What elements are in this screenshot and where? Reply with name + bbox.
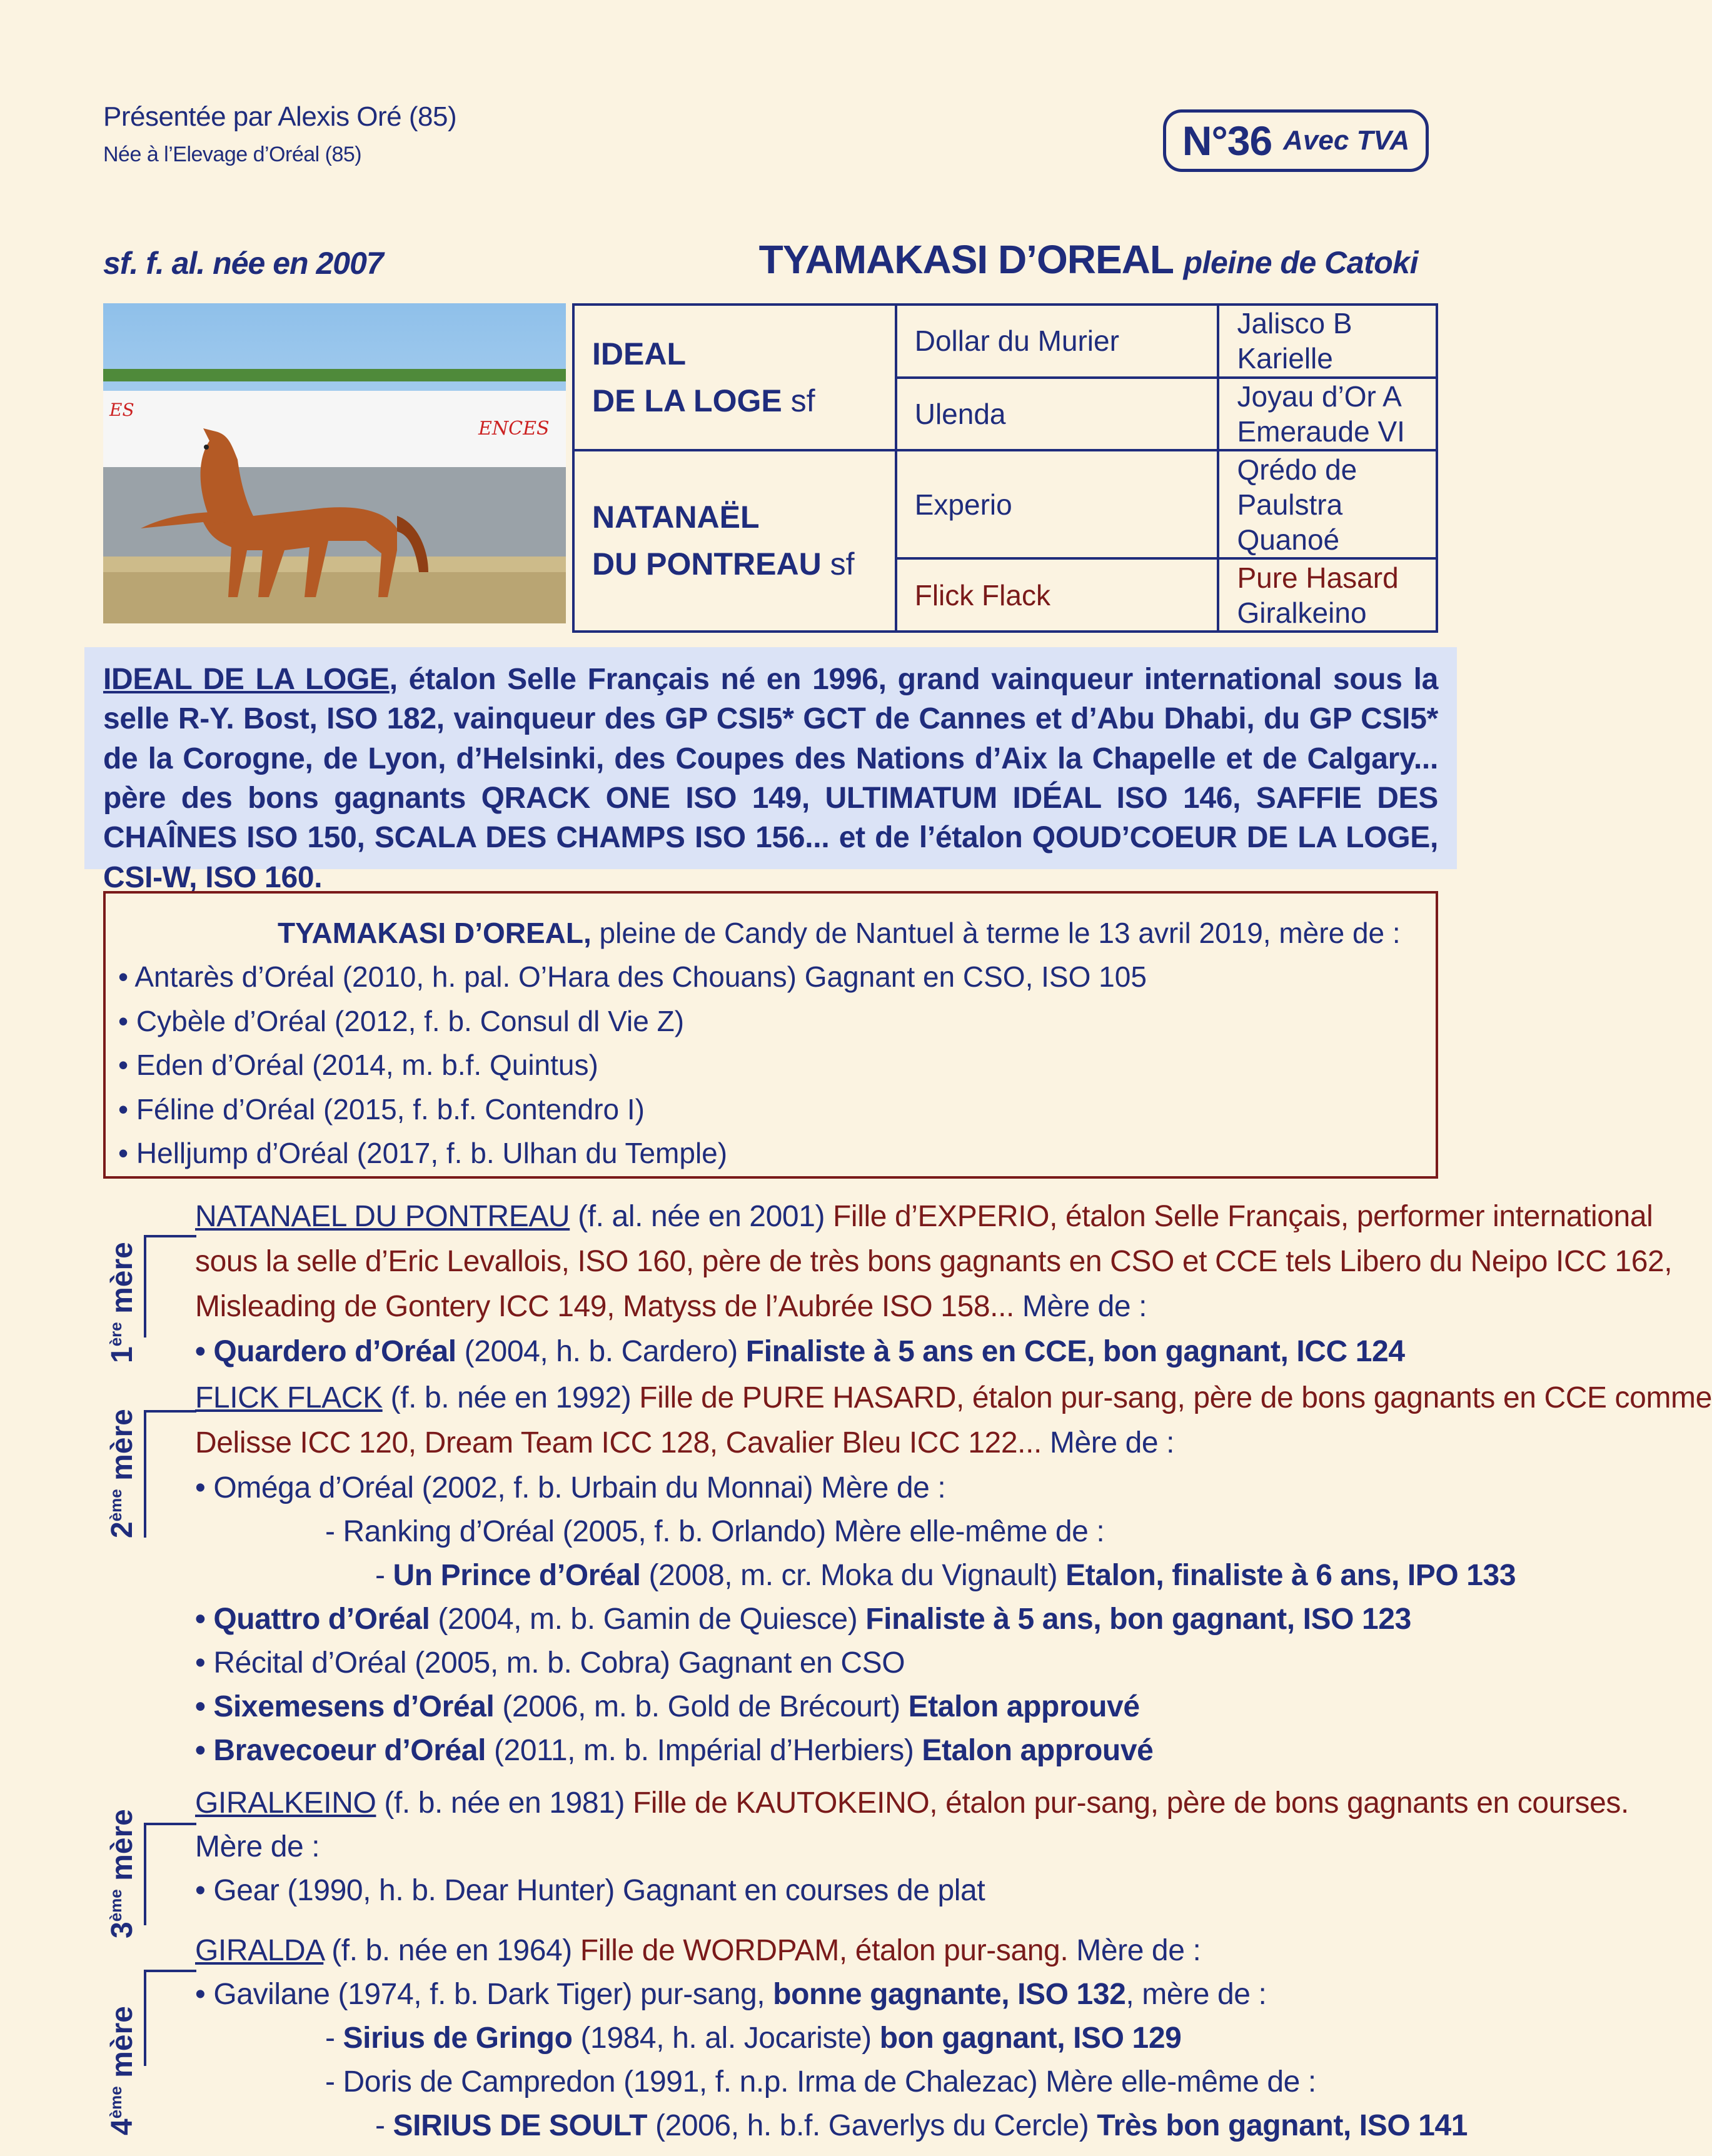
m2-produce-name: Quattro d’Oréal	[213, 1603, 430, 1636]
produce-item: • Eden d’Oréal (2014, m. b.f. Quintus)	[118, 1049, 598, 1082]
gen-label-1-word: mère	[106, 1242, 139, 1322]
m2-line-3: • Oméga d’Oréal (2002, f. b. Urbain du Monnai) Mère de :	[195, 1471, 946, 1504]
m2-produce-result: Etalon approuvé	[922, 1734, 1154, 1767]
m4-mother-of: Mère de :	[1068, 1934, 1201, 1967]
bullet: •	[195, 1734, 214, 1767]
dam-box-heading	[118, 911, 1423, 955]
m1-sire-text: Fille d’EXPERIO, étalon Selle Français, performer international	[833, 1200, 1653, 1233]
m4-line-2a: • Gavilane (1974, f. b. Dark Tiger) pur-sang,	[195, 1978, 773, 2011]
m2-line-8	[195, 1685, 1140, 1730]
m4-produce-result: Très bon gagnant, ISO 141	[1097, 2109, 1468, 2142]
m1-line-3a: Misleading de Gontery ICC 149, Matyss de l’Aubrée ISO 158...	[195, 1290, 1014, 1323]
sire-description	[84, 647, 1457, 894]
m1-line-3	[195, 1284, 1147, 1329]
m1-line-2: sous la selle d’Eric Levallois, ISO 160, père de très bons gagnants en CSO et CCE tels Libero du Neipo ICC 162,	[195, 1245, 1673, 1278]
pedigree-g3-1	[1218, 305, 1437, 378]
m4-line-2b: bonne gagnante, ISO 132	[773, 1978, 1126, 2011]
gen-label-3-sup: ème	[106, 1889, 125, 1922]
m2-line-1	[195, 1376, 1712, 1421]
m4-produce-info: (1984, h. al. Jocariste)	[572, 2022, 880, 2055]
m4-info: (f. b. née en 1964)	[323, 1934, 580, 1967]
m4-line-5	[375, 2103, 1468, 2148]
pedigree-g3-2	[1218, 378, 1437, 451]
gen-bracket-1	[144, 1235, 196, 1337]
m3-sire-text: Fille de KAUTOKEINO, étalon pur-sang, père de bons gagnants en courses.	[632, 1786, 1629, 1820]
m2-line-7: • Récital d’Oréal (2005, m. b. Cobra) Gagnant en CSO	[195, 1646, 905, 1680]
pedigree-table	[572, 303, 1438, 633]
bullet: •	[195, 1335, 214, 1368]
pedigree-g3-4b: Giralkeino	[1237, 596, 1367, 629]
pedigree-dam-line2: DU PONTREAU	[592, 547, 822, 582]
m4-sire-text: Fille de WORDPAM, étalon pur-sang.	[580, 1934, 1069, 1967]
pedigree-g3-4	[1218, 558, 1437, 632]
m2-produce-name: Bravecoeur d’Oréal	[213, 1734, 486, 1767]
presenter-text: Présentée par Alexis Oré (85)	[103, 101, 457, 132]
m2-line-6	[195, 1597, 1411, 1642]
m4-produce-info: (2006, h. b.f. Gaverlys du Cercle)	[647, 2109, 1097, 2142]
pedigree-sire	[573, 305, 896, 450]
dam-box-name: TYAMAKASI D’OREAL,	[278, 917, 592, 949]
pedigree-sire-line1: IDEAL	[592, 336, 686, 371]
m2-produce-info: (2008, m. cr. Moka du Vignault)	[640, 1559, 1066, 1592]
svg-text:ES: ES	[109, 400, 134, 420]
pedigree-g3-3a: Qrédo de Paulstra	[1237, 453, 1357, 521]
m2-line-2a: Delisse ICC 120, Dream Team ICC 128, Cavalier Bleu ICC 122...	[195, 1426, 1042, 1459]
gen-label-2-num: 2	[106, 1521, 139, 1538]
m1-produce-result: Finaliste à 5 ans en CCE, bon gagnant, ICC 124	[745, 1335, 1405, 1368]
m2-info: (f. b. née en 1992)	[382, 1381, 640, 1414]
gen-bracket-4	[144, 1970, 196, 2066]
pedigree-g3-2b: Emeraude VI	[1237, 415, 1405, 448]
lot-tva: Avec TVA	[1283, 125, 1410, 156]
pedigree-g3-3b: Quanoé	[1237, 523, 1340, 556]
horse-note: pleine de Catoki	[1183, 245, 1418, 280]
m2-produce-info: (2006, m. b. Gold de Brécourt)	[494, 1690, 909, 1723]
gen-label-2	[105, 1409, 139, 1538]
m4-line-4: - Doris de Campredon (1991, f. n.p. Irma de Chalezac) Mère elle-même de :	[325, 2065, 1316, 2098]
m1-name: NATANAEL DU PONTREAU	[195, 1200, 570, 1233]
m4-line-1	[195, 1928, 1201, 1973]
pedigree-g3-2a: Joyau d’Or A	[1237, 380, 1402, 413]
pedigree-g3-1a: Jalisco B	[1237, 307, 1352, 340]
m2-sire-text: Fille de PURE HASARD, étalon pur-sang, père de bons gagnants en CCE comme	[639, 1381, 1712, 1414]
gen-label-3-word: mère	[106, 1809, 139, 1890]
produce-item: • Cybèle d’Oréal (2012, f. b. Consul dl Vie Z)	[118, 1004, 685, 1037]
m4-produce-name: Sirius de Gringo	[343, 2022, 573, 2055]
gen-bracket-3	[144, 1823, 196, 1925]
gen-label-4-sup: ème	[106, 2086, 125, 2119]
dam-produce-box	[103, 891, 1438, 1179]
bullet: •	[195, 1603, 214, 1636]
m2-produce-info: (2011, m. b. Impérial d’Herbiers)	[486, 1734, 922, 1767]
gen-label-3-num: 3	[106, 1922, 139, 1938]
dash: -	[375, 2109, 393, 2142]
m4-line-2	[195, 1972, 1266, 2017]
m2-produce-result: Etalon, finaliste à 6 ans, IPO 133	[1065, 1559, 1516, 1592]
lot-badge	[1163, 109, 1429, 172]
gen-label-2-word: mère	[106, 1409, 139, 1489]
pedigree-dam-suffix: sf	[821, 547, 855, 582]
lot-number: N°36	[1182, 118, 1272, 164]
gen-label-1-num: 1	[106, 1346, 139, 1363]
m2-line-4: - Ranking d’Oréal (2005, f. b. Orlando) Mère elle-même de :	[325, 1515, 1105, 1548]
pedigree-g2-3: Experio	[896, 450, 1219, 558]
m2-line-2	[195, 1421, 1174, 1466]
m1-line-3b: Mère de :	[1014, 1290, 1147, 1323]
m4-name: GIRALDA	[195, 1934, 324, 1967]
gen-label-1	[105, 1242, 139, 1363]
sire-name: IDEAL DE LA LOGE	[103, 663, 390, 696]
produce-item: • Helljump d’Oréal (2017, f. b. Ulhan du Temple)	[118, 1136, 728, 1169]
m2-line-5	[375, 1553, 1516, 1598]
m4-line-3	[325, 2016, 1181, 2061]
m2-name: FLICK FLACK	[195, 1381, 383, 1414]
dash: -	[375, 1559, 393, 1592]
m4-line-2c: , mère de :	[1125, 1978, 1267, 2011]
gen-label-2-sup: ème	[106, 1489, 125, 1522]
gen-label-3	[105, 1809, 139, 1938]
m4-produce-name: SIRIUS DE SOULT	[393, 2109, 648, 2142]
m2-produce-result: Finaliste à 5 ans, bon gagnant, ISO 123	[865, 1603, 1411, 1636]
sire-text: , étalon Selle Français né en 1996, grand vainqueur international sous la selle R-Y. Bost, ISO 182, vainqueur des GP CSI5* GCT de Cannes et d’Abu Dhabi, du GP CSI5* de la Corogne, de Lyon, d’Helsinki, des Coupes des Nations d’Aix la Chapelle et de Calgary... père des bons gagnants QRACK ONE ISO 149, ULTIMATUM IDÉAL ISO 146, SAFFIE DES CHAÎNES ISO 150, SCALA DES CHAMPS ISO 156... et de l’étalon QOUD’COEUR DE LA LOGE, CSI-W, ISO 160.	[103, 663, 1438, 894]
gen-label-4-word: mère	[106, 2006, 139, 2087]
m3-line-1	[195, 1781, 1629, 1826]
m1-line-1	[195, 1194, 1653, 1239]
m1-produce-name: Quardero d’Oréal	[213, 1335, 456, 1368]
gen-label-1-sup: ère	[106, 1322, 125, 1347]
horse-name: TYAMAKASI D’OREAL	[758, 237, 1173, 282]
gen-bracket-2	[144, 1410, 196, 1538]
m2-produce-name: Un Prince d’Oréal	[393, 1559, 641, 1592]
produce-item: • Antarès d’Oréal (2010, h. pal. O’Hara des Chouans) Gagnant en CSO, ISO 105	[118, 960, 1147, 994]
m4-produce-result: bon gagnant, ISO 129	[879, 2022, 1182, 2055]
gen-label-4-num: 4	[106, 2118, 139, 2135]
born-at-text: Née à l’Elevage d’Oréal (85)	[103, 143, 362, 166]
pedigree-g2-4: Flick Flack	[896, 558, 1219, 632]
m1-line-4	[195, 1329, 1405, 1374]
horse-description: sf. f. al. née en 2007	[103, 246, 383, 281]
svg-text:ENCES: ENCES	[478, 418, 550, 440]
gen-label-4	[105, 2006, 139, 2135]
bullet: •	[195, 1690, 214, 1723]
m3-line-2: Mère de :	[195, 1830, 320, 1863]
pedigree-g3-4a: Pure Hasard	[1237, 561, 1399, 594]
m3-name: GIRALKEINO	[195, 1786, 376, 1820]
m1-produce-info: (2004, h. b. Cardero)	[456, 1335, 746, 1368]
pedigree-g3-3	[1218, 450, 1437, 558]
m3-info: (f. b. née en 1981)	[376, 1786, 633, 1820]
pedigree-g3-1b: Karielle	[1237, 342, 1333, 375]
dash: -	[325, 2022, 343, 2055]
pedigree-dam-line1: NATANAËL	[592, 500, 760, 535]
horse-photo	[103, 303, 566, 623]
m2-line-9	[195, 1728, 1153, 1773]
pedigree-g2-2: Ulenda	[896, 378, 1219, 451]
horse-title	[759, 236, 1418, 283]
pedigree-dam	[573, 450, 896, 632]
pedigree-g2-1: Dollar du Murier	[896, 305, 1219, 378]
m1-info: (f. al. née en 2001)	[570, 1200, 833, 1233]
m2-produce-result: Etalon approuvé	[908, 1690, 1140, 1723]
m3-line-3: • Gear (1990, h. b. Dear Hunter) Gagnant en courses de plat	[195, 1874, 985, 1907]
m2-produce-info: (2004, m. b. Gamin de Quiesce)	[430, 1603, 866, 1636]
pedigree-sire-suffix: sf	[782, 383, 815, 418]
dam-box-intro: pleine de Candy de Nantuel à terme le 13 avril 2019, mère de :	[591, 917, 1401, 949]
m2-line-2b: Mère de :	[1041, 1426, 1175, 1459]
horse-photo-illustration	[103, 303, 566, 623]
pedigree-sire-line2: DE LA LOGE	[592, 383, 782, 418]
produce-item: • Féline d’Oréal (2015, f. b.f. Contendro I)	[118, 1092, 645, 1126]
m2-produce-name: Sixemesens d’Oréal	[213, 1690, 495, 1723]
